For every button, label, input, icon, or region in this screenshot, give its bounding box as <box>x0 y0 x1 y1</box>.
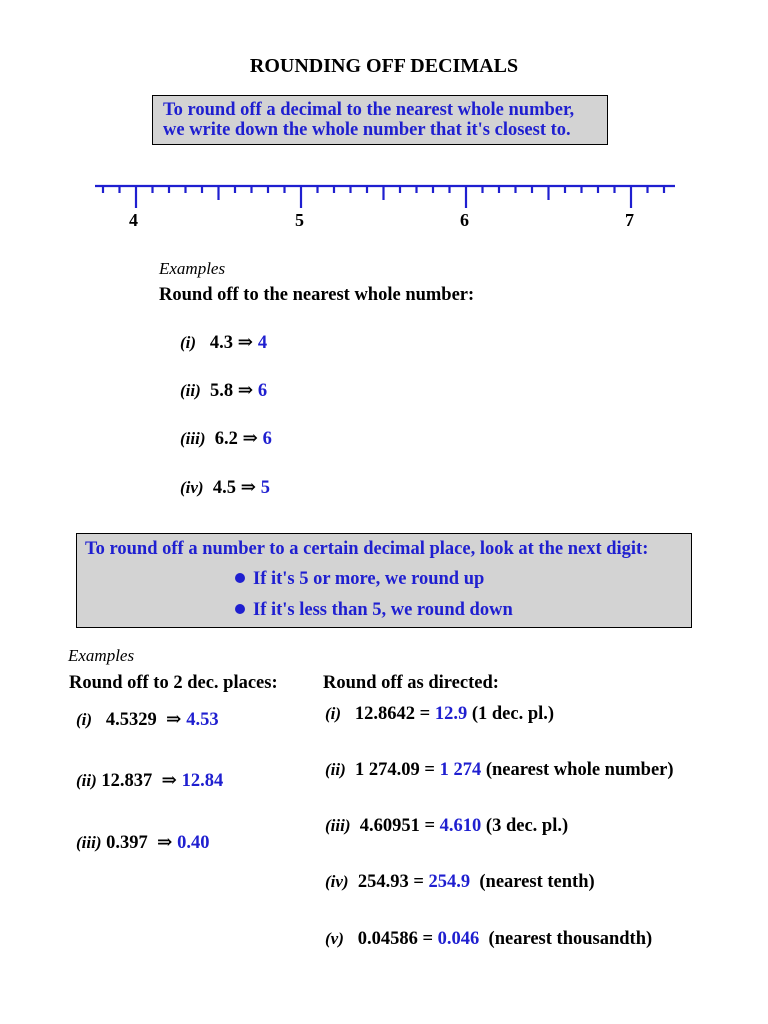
item-answer: 5 <box>260 478 270 498</box>
example2-left-item-2 <box>76 770 223 792</box>
equals-sign: = <box>424 760 435 780</box>
item-label: (ii) <box>180 381 201 400</box>
item-note: (nearest thousandth) <box>488 929 653 949</box>
implies-arrow-icon: ⇒ <box>242 429 259 449</box>
item-value: 12.8642 <box>354 704 416 724</box>
item-value: 1 274.09 <box>355 760 420 780</box>
equals-sign: = <box>424 816 436 836</box>
item-note: (3 dec. pl.) <box>485 816 569 836</box>
item-answer: 12.9 <box>434 704 468 724</box>
rule-line: To round off a number to a certain decimal place, look at the next digit: <box>85 539 649 559</box>
example2-left-item-1 <box>76 709 219 731</box>
example2-right-item-4 <box>325 872 595 893</box>
item-value: 5.8 <box>210 381 234 401</box>
right-instruction: Round off as directed: <box>323 673 499 693</box>
left-instruction: Round off to 2 dec. places: <box>69 673 278 693</box>
rule-bullet-text: If it's less than 5, we round down <box>253 600 513 620</box>
example2-left-item-3 <box>76 832 210 854</box>
rule-bullet-1 <box>235 569 484 590</box>
implies-arrow-icon: ⇒ <box>240 478 257 498</box>
item-value: 4.5329 <box>105 710 157 730</box>
number-line <box>0 170 768 240</box>
equals-sign: = <box>419 704 431 724</box>
item-value: 4.5 <box>212 478 236 498</box>
implies-arrow-icon: ⇒ <box>237 381 254 401</box>
example2-right-item-1 <box>325 704 554 725</box>
page-title: ROUNDING OFF DECIMALS <box>249 55 519 77</box>
item-answer: 6 <box>262 429 272 449</box>
item-answer: 4.53 <box>186 710 219 730</box>
rule-bullet-2 <box>235 600 513 621</box>
item-value: 6.2 <box>214 429 238 449</box>
rule-bullet-text: If it's 5 or more, we round up <box>253 569 485 589</box>
item-value: 12.837 <box>101 771 153 791</box>
rule-box <box>76 533 692 628</box>
example2-right-item-5 <box>325 929 652 950</box>
equals-sign: = <box>413 872 424 892</box>
item-label: (ii) <box>325 760 346 779</box>
implies-arrow-icon: ⇒ <box>161 771 178 791</box>
item-note: (1 dec. pl.) <box>471 704 555 724</box>
item-answer: 0.046 <box>437 929 480 949</box>
item-note: (nearest tenth) <box>479 872 595 892</box>
example2-right-item-2 <box>325 760 674 781</box>
item-label: (iv) <box>325 872 349 891</box>
bullet-icon <box>235 573 245 583</box>
item-answer: 254.9 <box>428 872 471 892</box>
item-label: (i) <box>180 333 197 352</box>
example2-right-item-3 <box>325 816 568 837</box>
example1-item-1 <box>180 332 267 354</box>
item-note: (nearest whole number) <box>485 760 674 780</box>
implies-arrow-icon: ⇒ <box>157 833 173 853</box>
intro-line-2: we write down the whole number that it's closest to. <box>163 120 571 140</box>
item-answer: 6 <box>257 381 268 401</box>
item-answer: 4.610 <box>439 816 482 836</box>
item-label: (ii) <box>76 771 97 790</box>
item-value: 254.93 <box>357 872 409 892</box>
item-label: (iii) <box>76 833 102 852</box>
number-line-label-6: 6 <box>460 210 469 230</box>
examples-heading-1: Examples <box>159 259 226 278</box>
item-label: (iv) <box>180 478 204 497</box>
number-line-label-5: 5 <box>295 210 304 230</box>
examples-instruction-1: Round off to the nearest whole number: <box>159 285 475 305</box>
intro-line-1: To round off a decimal to the nearest whole number, <box>163 100 575 120</box>
example1-item-3 <box>180 428 272 450</box>
intro-box <box>152 95 608 145</box>
item-label: (i) <box>325 704 342 723</box>
item-answer: 0.40 <box>177 833 210 853</box>
item-answer: 4 <box>257 333 268 353</box>
number-line-label-4: 4 <box>129 210 138 230</box>
number-line-label-7: 7 <box>625 210 634 230</box>
item-label: (iii) <box>180 429 206 448</box>
item-value: 4.3 <box>209 333 234 353</box>
item-value: 0.397 <box>106 833 148 853</box>
example1-item-4 <box>180 477 270 499</box>
item-value: 0.04586 <box>357 929 418 949</box>
item-label: (v) <box>325 929 344 948</box>
bullet-icon <box>235 604 245 614</box>
examples-heading-2: Examples <box>68 646 135 665</box>
item-label: (i) <box>76 710 93 729</box>
example1-item-2 <box>180 380 267 402</box>
item-answer: 1 274 <box>439 760 482 780</box>
equals-sign: = <box>422 929 434 949</box>
item-value: 4.60951 <box>359 816 420 836</box>
implies-arrow-icon: ⇒ <box>237 333 254 353</box>
item-answer: 12.84 <box>181 771 224 791</box>
implies-arrow-icon: ⇒ <box>166 710 182 730</box>
item-label: (iii) <box>325 816 351 835</box>
